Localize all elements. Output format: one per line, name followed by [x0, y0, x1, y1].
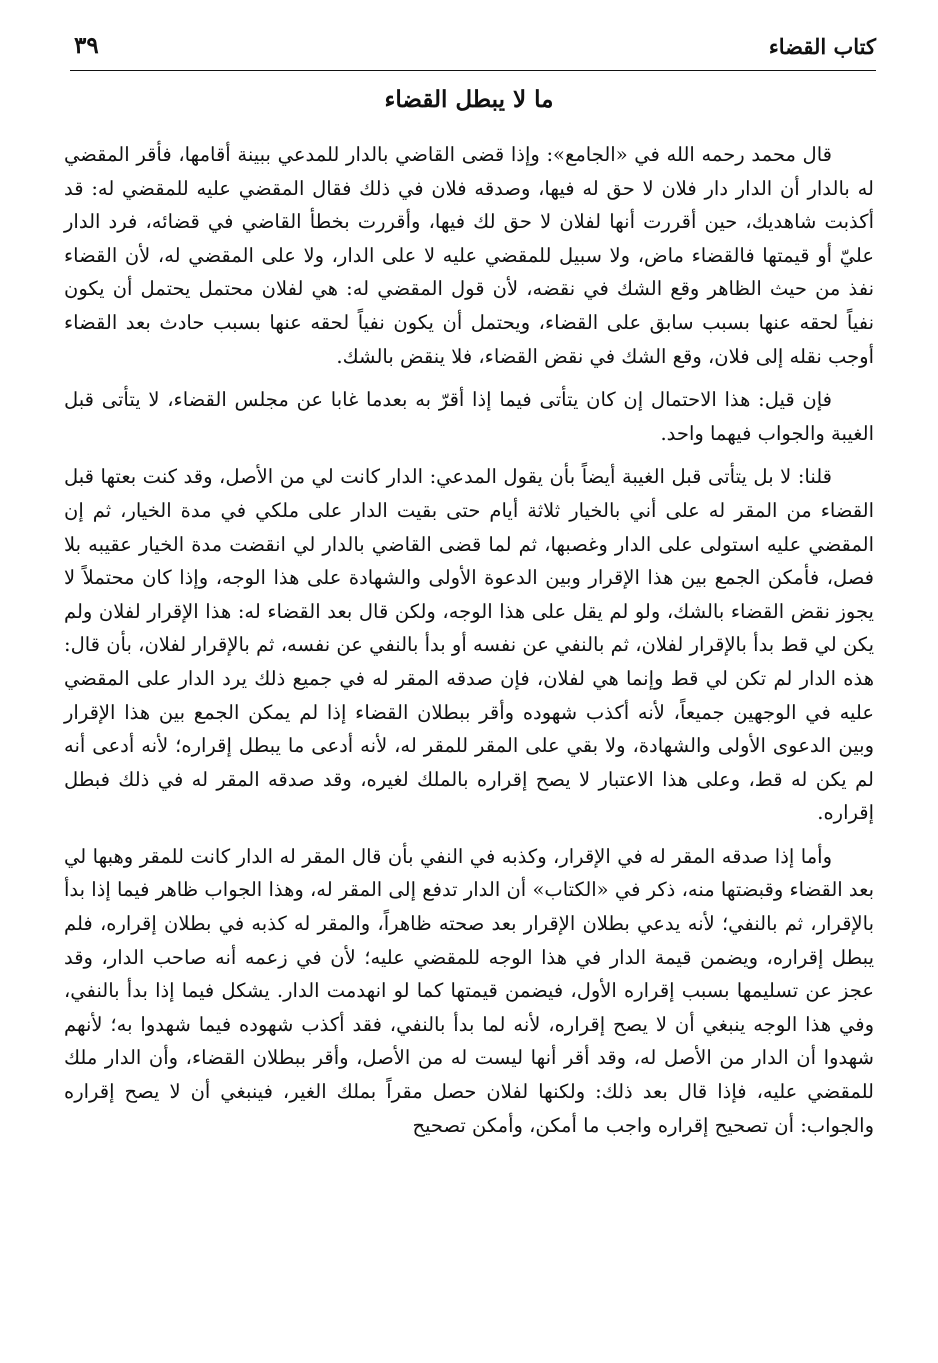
- paragraph: قلنا: لا بل يتأتى قبل الغيبة أيضاً بأن يقول المدعي: الدار كانت لي من الأصل، وقد كنت بعتها قبل القضاء من المقر له على أني بالخيار ثلاثة أيام حتى بقيت الدار على ملكي في مدة الخيار، ثم إن المقضي عليه استولى على الدار وغصبها، ثم لما قضى القاضي بالدار لي انقضت مدة الخيار عقيبه بلا فصل، فأمكن الجمع بين هذا الإقرار وبين الدعوة الأولى والشهادة على هذا الوجه، وإذا كان محتملاً لا يجوز نقض القضاء بالشك، ولو لم يقل على هذا الوجه، ولكن قال بعد القضاء له: هذا الإقرار لفلان ولم يكن لي قط بدأ بالإقرار لفلان، ثم بالنفي عن نفسه أو بدأ بالنفي عن نفسه، ثم بالإقرار لفلان، بأن قال: هذه الدار لم تكن لي قط وإنما هي لفلان، فإن صدقه المقر له في جميع ذلك يرد الدار على المقضي عليه في الوجهين جميعاً، لأنه أكذب شهوده وأقر ببطلان القضاء إذا لم يمكن الجمع بين هذا الإقرار وبين الدعوى الأولى والشهادة، ولا بقي على المقر للمقر له، لأنه أدعى ما يبطل إقراره؛ لأنه أدعى أنه لم يكن له قط، وعلى هذا الاعتبار لا يصح إقراره بالملك لغيره، وقد صدقه المقر له في ذلك فبطل إقراره.: [64, 465, 874, 825]
- paragraph: فإن قيل: هذا الاحتمال إن كان يتأتى فيما إذا أقرّ به بعدما غابا عن مجلس القضاء، لا يتأتى قبل الغيبة والجواب فيهما واحد.: [64, 388, 874, 445]
- paragraph: وأما إذا صدقه المقر له في الإقرار، وكذبه في النفي بأن قال المقر له الدار كانت للمقر وهبها لي بعد القضاء وقبضتها منه، ذكر في «الكتاب» أن الدار تدفع إلى المقر له، وهذا الجواب ظاهر فيما إذا بدأ بالإقرار، ثم بالنفي؛ لأنه يدعي بطلان الإقرار بعد صحته ظاهراً، والمقر له كذبه في بطلان إقراره، فلم يبطل إقراره، ويضمن قيمة الدار في هذا الوجه للمقضي عليه؛ لأن في زعمه أنه صاحب الدار، وقد عجز عن تسليمها بسبب إقراره الأول، فيضمن قيمتها كما لو انهدمت الدار. يشكل فيما إذا بدأ بالنفي، وفي هذا الوجه ينبغي أن لا يصح إقراره، لأنه لما بدأ بالنفي، فقد أكذب شهوده فيما شهدوا به؛ لأنهم شهدوا أن الدار من الأصل له، وقد أقر أنها ليست له من الأصل، وأقر ببطلان القضاء، وأن الدار ملك للمقضي عليه، فإذا قال بعد ذلك: ولكنها لفلان حصل مقراً بملك الغير، فينبغي أن لا يصح إقراره والجواب: أن تصحيح إقراره واجب ما أمكن، وأمكن تصحيح: [64, 844, 874, 1137]
- page-number: ٣٩: [74, 32, 99, 59]
- section-title: ما لا يبطل القضاء: [384, 86, 554, 113]
- running-title: كتاب القضاء: [768, 34, 876, 59]
- paragraph: قال محمد رحمه الله في «الجامع»: وإذا قضى القاضي بالدار للمدعي ببينة أقامها، فأقر المقضي له بالدار أن الدار دار فلان لا حق له فيها، وصدقه فلان في ذلك فقال المقضي عليه للمقضي له: قد أكذبت شاهديك، حين أقررت أنها لفلان لا حق لك فيها، وأقررت بخطأ القاضي في قضائه، فرد الدار عليّ أو قيمتها فالقضاء ماض، ولا سبيل للمقضي عليه لا على الدار، ولا على المقضي له، لأن القضاء نفذ من حيث الظاهر وقع الشك في نقضه، لأن قول المقضي له: هي لفلان محتمل يحتمل أن يكون نفياً لحقه عنها بسبب سابق على القضاء، ويحتمل أن يكون نفياً لحقه عنها بسبب حادث بعد القضاء أوجب نقله إلى فلان، وقع الشك في نقض القضاء، فلا ينقض بالشك.: [64, 143, 874, 368]
- page-header: [70, 30, 876, 71]
- body-text: [64, 138, 874, 1152]
